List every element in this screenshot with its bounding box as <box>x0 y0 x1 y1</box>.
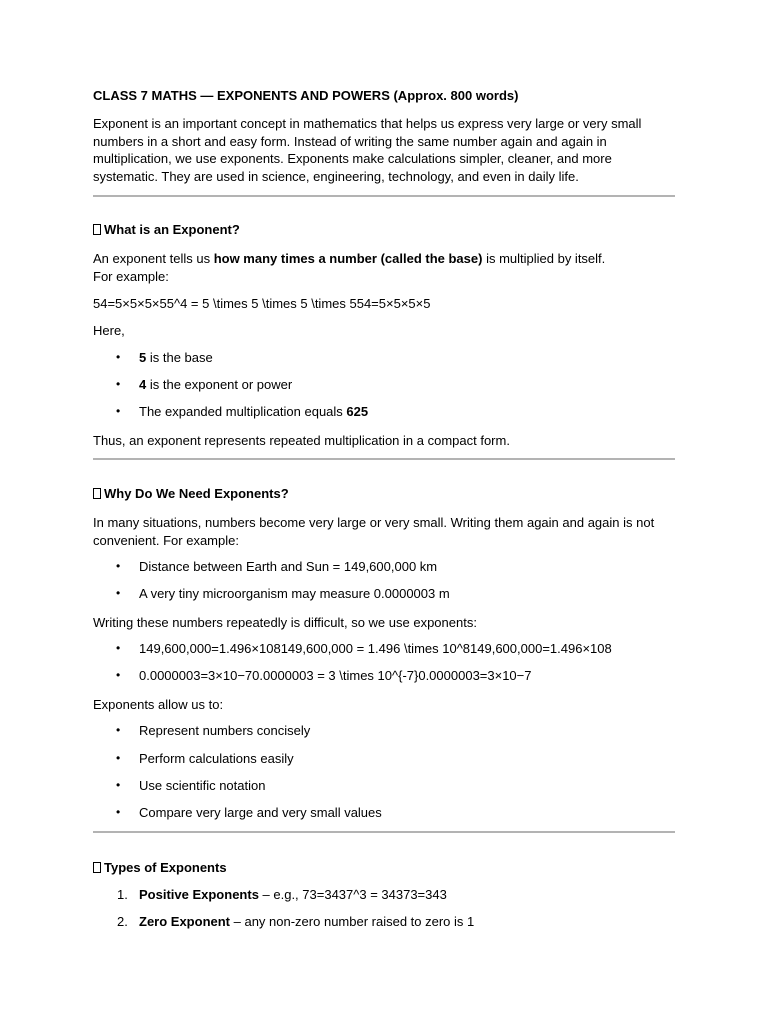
bullet-icon: • <box>116 641 121 655</box>
list-item-bold: Zero Exponent <box>139 914 231 929</box>
bullet-icon: • <box>116 723 121 737</box>
document-title: CLASS 7 MATHS — EXPONENTS AND POWERS (Approx. 800 words) <box>93 88 519 103</box>
writing-paragraph: Writing these numbers repeatedly is difficult, so we use exponents: <box>93 615 477 630</box>
allow-paragraph: Exponents allow us to: <box>93 697 224 712</box>
divider <box>93 831 675 833</box>
bullet-icon: • <box>116 586 121 600</box>
divider <box>93 458 675 460</box>
missing-glyph-icon <box>93 862 101 873</box>
numbered-list-item <box>139 914 474 929</box>
here-text: Here, <box>93 323 125 338</box>
list-item: Represent numbers concisely <box>139 723 311 738</box>
list-item-text: is the base <box>146 350 213 365</box>
definition-bold: how many times a number (called the base) <box>213 251 483 266</box>
bullet-icon: • <box>116 805 121 819</box>
bullet-icon: • <box>116 668 121 682</box>
definition-text-a: An exponent tells us <box>93 251 214 266</box>
section-heading-text: Types of Exponents <box>104 860 227 875</box>
list-item-bold: 4 <box>139 377 147 392</box>
section-heading-why-exponents <box>93 486 289 501</box>
list-item: Compare very large and very small values <box>139 805 382 820</box>
bullet-icon: • <box>116 559 121 573</box>
definition-text-c: is multiplied by itself. <box>482 251 606 266</box>
definition-paragraph <box>93 250 675 285</box>
list-item-text: is the exponent or power <box>146 377 293 392</box>
list-item-bold: Positive Exponents <box>139 887 259 902</box>
list-item: Distance between Earth and Sun = 149,600,000 km <box>139 559 438 574</box>
list-item-bold: 5 <box>139 350 147 365</box>
section-heading-types <box>93 860 227 875</box>
section-heading-text: Why Do We Need Exponents? <box>104 486 289 501</box>
list-item <box>139 404 368 419</box>
bullet-icon: • <box>116 404 121 418</box>
list-item <box>139 350 213 365</box>
list-item: A very tiny microorganism may measure 0.0000003 m <box>139 586 450 601</box>
list-item: 149,600,000=1.496×108149,600,000 = 1.496 \times 10^8149,600,000=1.496×108 <box>139 641 612 656</box>
list-item-text: – e.g., 73=3437^3 = 34373=343 <box>258 887 447 902</box>
formula-line: 54=5×5×5×55^4 = 5 \times 5 \times 5 \times 554=5×5×5×5 <box>93 296 431 311</box>
numbered-list-item <box>139 887 447 902</box>
list-item: 0.0000003=3×10−70.0000003 = 3 \times 10^{-7}0.0000003=3×10−7 <box>139 668 532 683</box>
section-heading-what-is-exponent <box>93 222 240 237</box>
list-item <box>139 377 292 392</box>
list-item-text: The expanded multiplication equals <box>139 404 347 419</box>
list-number: 2. <box>117 914 128 929</box>
section-heading-text: What is an Exponent? <box>104 222 240 237</box>
missing-glyph-icon <box>93 488 101 499</box>
for-example-text: For example: <box>93 268 169 284</box>
list-item: Use scientific notation <box>139 778 266 793</box>
divider <box>93 195 675 197</box>
intro-paragraph: Exponent is an important concept in mathematics that helps us express very large or very small numbers in a short and easy form. Instead of writing the same number again and again in multiplication, we use exponents. Exponents make calculations simpler, cleaner, and more systematic. They are used in science, engineering, technology, and even in daily life. <box>93 116 642 184</box>
conclusion-paragraph: Thus, an exponent represents repeated multiplication in a compact form. <box>93 433 510 448</box>
bullet-icon: • <box>116 778 121 792</box>
bullet-icon: • <box>116 350 121 364</box>
bullet-icon: • <box>116 751 121 765</box>
list-item-bold: 625 <box>346 404 369 419</box>
bullet-icon: • <box>116 377 121 391</box>
list-item-text: – any non-zero number raised to zero is 1 <box>230 914 475 929</box>
list-item: Perform calculations easily <box>139 751 294 766</box>
list-number: 1. <box>117 887 128 902</box>
missing-glyph-icon <box>93 224 101 235</box>
why-paragraph: In many situations, numbers become very large or very small. Writing them again and again is not convenient. For example: <box>93 515 655 548</box>
